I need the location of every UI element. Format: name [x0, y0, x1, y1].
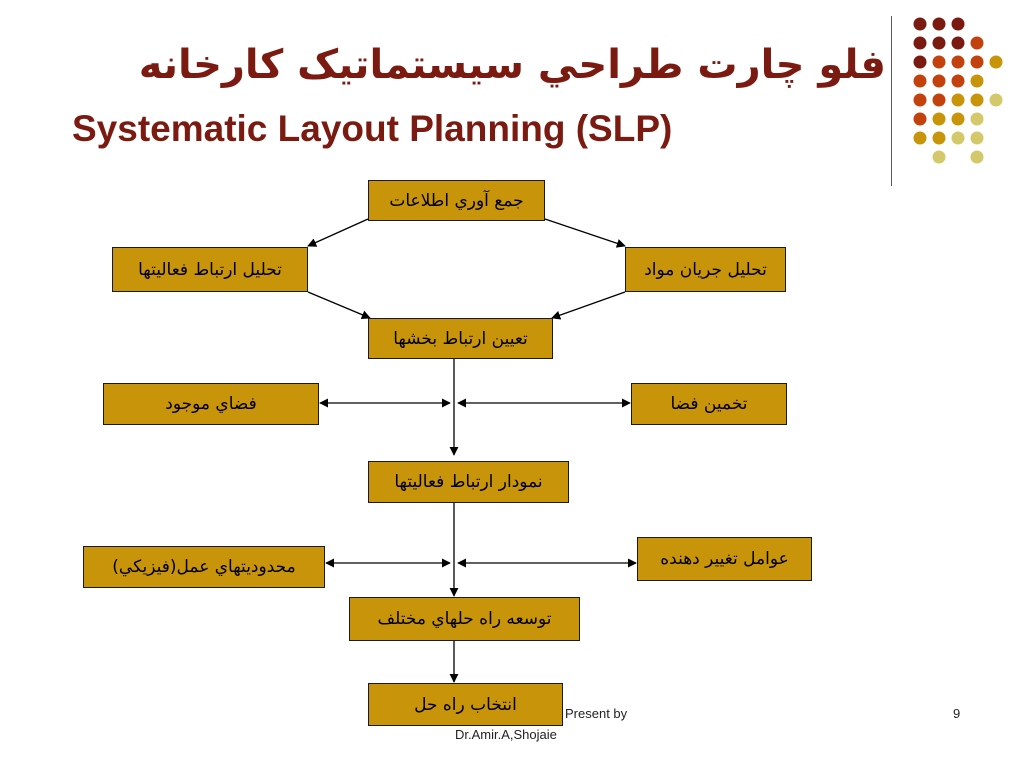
- arrow-material-to-department: [552, 292, 625, 318]
- page-number: 9: [953, 706, 961, 721]
- box-practical-limits: محدوديتهاي عمل(فيزيکي): [83, 546, 325, 588]
- arrow-to-activity-relation: [308, 219, 368, 246]
- box-department-relation: تعيين ارتباط بخشها: [368, 318, 553, 359]
- title-persian: فلو چارت طراحي سيستماتيک کارخانه: [138, 42, 886, 88]
- title-english: Systematic Layout Planning (SLP): [72, 108, 673, 149]
- arrow-activity-to-department: [308, 292, 370, 318]
- footer-author: Dr.Amir.A,Shojaie: [455, 727, 557, 742]
- box-data-collection: جمع آوري اطلاعات: [368, 180, 545, 221]
- box-material-flow: تحليل جريان مواد: [625, 247, 786, 292]
- box-develop-alternatives: توسعه راه حلهاي مختلف: [349, 597, 580, 641]
- box-space-estimation: تخمين فضا: [631, 383, 787, 425]
- box-modifying-factors: عوامل تغيير دهنده: [637, 537, 812, 581]
- arrow-to-material-flow: [545, 219, 625, 246]
- box-relationship-diagram: نمودار ارتباط فعاليتها: [368, 461, 569, 503]
- box-available-space: فضاي موجود: [103, 383, 319, 425]
- box-activity-relation: تحليل ارتباط فعاليتها: [112, 247, 308, 292]
- footer-present-by: Present by: [565, 706, 628, 721]
- box-select-solution: انتخاب راه حل: [368, 683, 563, 726]
